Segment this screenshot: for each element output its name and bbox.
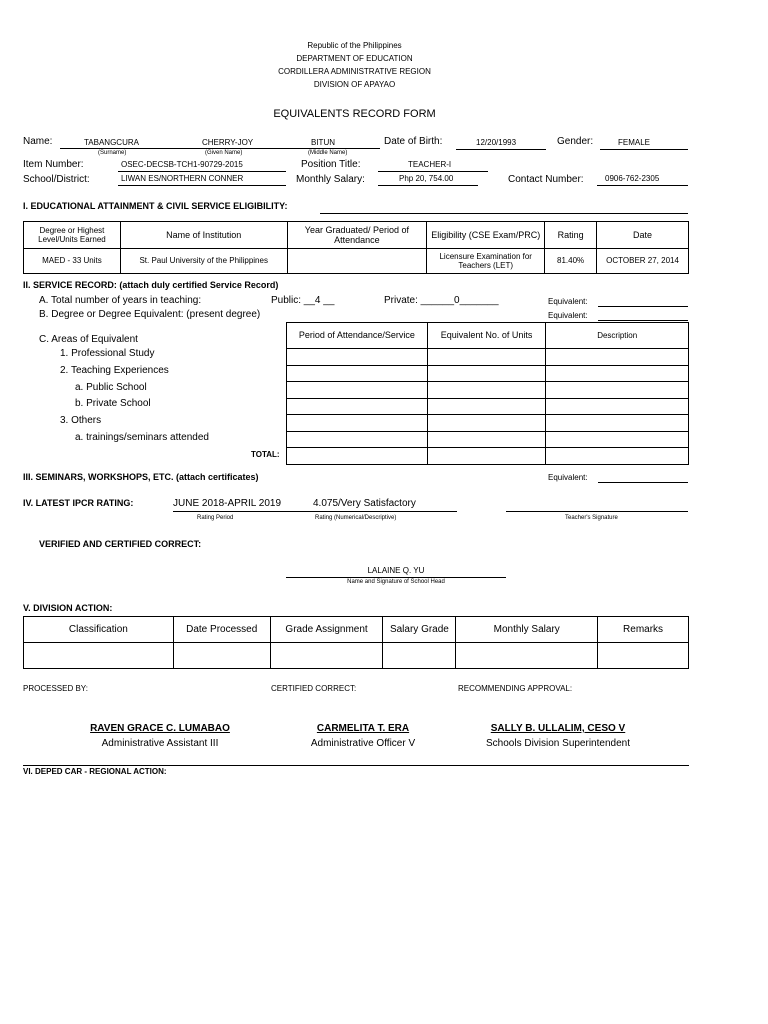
certifier-title: Administrative Officer V (310, 738, 416, 749)
teacher-signature-line (506, 498, 688, 512)
degree-equivalent-label: B. Degree or Degree Equivalent: (present degree) (39, 309, 261, 320)
equivalent-b-line (598, 311, 688, 321)
name-label: Name: (23, 136, 53, 147)
service-cell (287, 415, 428, 432)
equivalent-c-line (598, 473, 688, 483)
division-header-date: Date Processed (173, 617, 270, 643)
edu-header-rating: Rating (545, 222, 597, 249)
service-cell (427, 382, 546, 399)
education-table (23, 221, 689, 274)
recommender-name: SALLY B. ULLALIM, CESO V (490, 723, 626, 734)
verified-label: VERIFIED AND CERTIFIED CORRECT: (39, 539, 202, 549)
service-cell (546, 382, 689, 399)
area-others: 3. Others (60, 415, 102, 426)
section5-heading: V. DIVISION ACTION: (23, 603, 113, 613)
gender-label: Gender: (557, 136, 594, 147)
area-professional-study: 1. Professional Study (60, 348, 155, 359)
edu-year (287, 249, 427, 274)
equivalent-a-label: Equivalent: (548, 297, 588, 306)
division-action-table (23, 616, 689, 669)
section4-heading: IV. LATEST IPCR RATING: (23, 498, 134, 508)
service-cell (287, 431, 428, 448)
dob-value: 12/20/1993 (456, 138, 546, 150)
public-years: Public: __4 __ (271, 295, 335, 306)
middle-name-value: BITUN (311, 138, 335, 147)
header-region: CORDILLERA ADMINISTRATIVE REGION (278, 67, 431, 76)
service-cell (546, 365, 689, 382)
division-cell (598, 643, 689, 669)
processed-by-label: PROCESSED BY: (23, 684, 88, 693)
service-cell (546, 398, 689, 415)
service-total-cell (546, 448, 689, 465)
given-caption: (Given Name) (205, 150, 243, 156)
position-value: TEACHER-I (378, 160, 488, 172)
division-cell (270, 643, 383, 669)
contact-label: Contact Number: (508, 174, 584, 185)
ipcr-rating: 4.075/Very Satisfactory (285, 498, 457, 512)
edu-header-eligibility: Eligibility (CSE Exam/PRC) (427, 222, 545, 249)
item-number-label: Item Number: (23, 159, 84, 170)
processor-name: RAVEN GRACE C. LUMABAO (90, 723, 230, 734)
area-trainings: a. trainings/seminars attended (75, 432, 209, 443)
edu-header-year: Year Graduated/ Period of Attendance (287, 222, 427, 249)
contact-value: 0906-762-2305 (597, 174, 688, 186)
processor-title: Administrative Assistant III (101, 738, 219, 749)
certifier-name: CARMELITA T. ERA (316, 723, 410, 734)
edu-institution: St. Paul University of the Philippines (120, 249, 287, 274)
service-cell (287, 349, 428, 366)
section6-heading: VI. DEPED CAR - REGIONAL ACTION: (23, 767, 167, 776)
edu-header-institution: Name of Institution (120, 222, 287, 249)
area-teaching-experiences: 2. Teaching Experiences (60, 365, 169, 376)
division-cell (173, 643, 270, 669)
salary-label: Monthly Salary: (296, 174, 365, 185)
service-header-units: Equivalent No. of Units (427, 323, 546, 349)
equivalent-b-label: Equivalent: (548, 311, 588, 320)
header-republic: Republic of the Philippines (307, 41, 402, 50)
section2-heading: II. SERVICE RECORD: (attach duly certified Service Record) (23, 280, 279, 290)
service-cell (546, 431, 689, 448)
section1-rule (320, 213, 688, 214)
rating-period-caption: Rating Period (197, 515, 234, 521)
division-header-remarks: Remarks (598, 617, 689, 643)
school-value: LIWAN ES/NORTHERN CONNER (118, 174, 286, 186)
edu-header-date: Date (597, 222, 689, 249)
teacher-signature-caption: Teacher's Signature (565, 515, 618, 521)
years-teaching-label: A. Total number of years in teaching: (39, 295, 202, 306)
total-label: TOTAL: (251, 450, 280, 459)
service-cell (546, 349, 689, 366)
area-public-school: a. Public School (75, 382, 147, 393)
edu-degree: MAED - 33 Units (24, 249, 121, 274)
dob-label: Date of Birth: (384, 136, 443, 147)
service-cell (427, 365, 546, 382)
service-cell (427, 431, 546, 448)
service-header-description: Description (546, 323, 689, 349)
service-cell (287, 382, 428, 399)
edu-eligibility: Licensure Examination for Teachers (LET) (427, 249, 545, 274)
equivalent-a-line (598, 297, 688, 307)
division-header-salary-grade: Salary Grade (383, 617, 456, 643)
service-cell (427, 415, 546, 432)
service-total-cell (427, 448, 546, 465)
service-cell (287, 365, 428, 382)
school-head-name: LALAINE Q. YU (286, 566, 506, 578)
surname-value: TABANGCURA (84, 138, 139, 147)
header-deped: DEPARTMENT OF EDUCATION (296, 54, 413, 63)
areas-equivalent-label: C. Areas of Equivalent (39, 334, 138, 345)
service-cell (546, 415, 689, 432)
school-label: School/District: (23, 174, 90, 185)
ipcr-period: JUNE 2018-APRIL 2019 (173, 498, 285, 512)
gender-value: FEMALE (600, 138, 688, 150)
header-division: DIVISION OF APAYAO (313, 80, 396, 89)
salary-value: Php 20, 754.00 (378, 174, 478, 186)
middle-caption: (Middle Name) (308, 150, 348, 156)
division-header-grade: Grade Assignment (270, 617, 383, 643)
given-name-value: CHERRY-JOY (202, 138, 254, 147)
area-private-school: b. Private School (75, 398, 151, 409)
service-cell (427, 349, 546, 366)
division-cell (24, 643, 174, 669)
division-cell (383, 643, 456, 669)
position-label: Position Title: (301, 159, 361, 170)
equivalent-c-label: Equivalent: (548, 473, 588, 482)
section3-heading: III. SEMINARS, WORKSHOPS, ETC. (attach certificates) (23, 472, 259, 482)
recommending-label: RECOMMENDING APPROVAL: (458, 684, 573, 693)
section1-heading: I. EDUCATIONAL ATTAINMENT & CIVIL SERVICE ELIGIBILITY: (23, 201, 288, 211)
recommender-title: Schools Division Superintendent (486, 738, 630, 749)
section6-rule (23, 765, 689, 766)
division-header-classification: Classification (24, 617, 174, 643)
item-number-value: OSEC-DECSB-TCH1-90729-2015 (118, 160, 286, 172)
division-cell (456, 643, 598, 669)
form-title: EQUIVALENTS RECORD FORM (273, 108, 436, 120)
private-years: Private: ______0_______ (384, 295, 499, 306)
surname-caption: (Surname) (98, 150, 127, 156)
school-head-caption: Name and Signature of School Head (347, 579, 445, 585)
service-record-table (286, 322, 689, 465)
service-cell (287, 398, 428, 415)
edu-rating: 81.40% (545, 249, 597, 274)
rating-caption: Rating (Numerical/Descriptive) (315, 515, 397, 521)
edu-header-degree: Degree or Highest Level/Units Earned (24, 222, 121, 249)
service-cell (427, 398, 546, 415)
service-total-cell (287, 448, 428, 465)
division-header-monthly-salary: Monthly Salary (456, 617, 598, 643)
edu-date: OCTOBER 27, 2014 (597, 249, 689, 274)
certified-correct-label: CERTIFIED CORRECT: (271, 684, 357, 693)
service-header-period: Period of Attendance/Service (287, 323, 428, 349)
